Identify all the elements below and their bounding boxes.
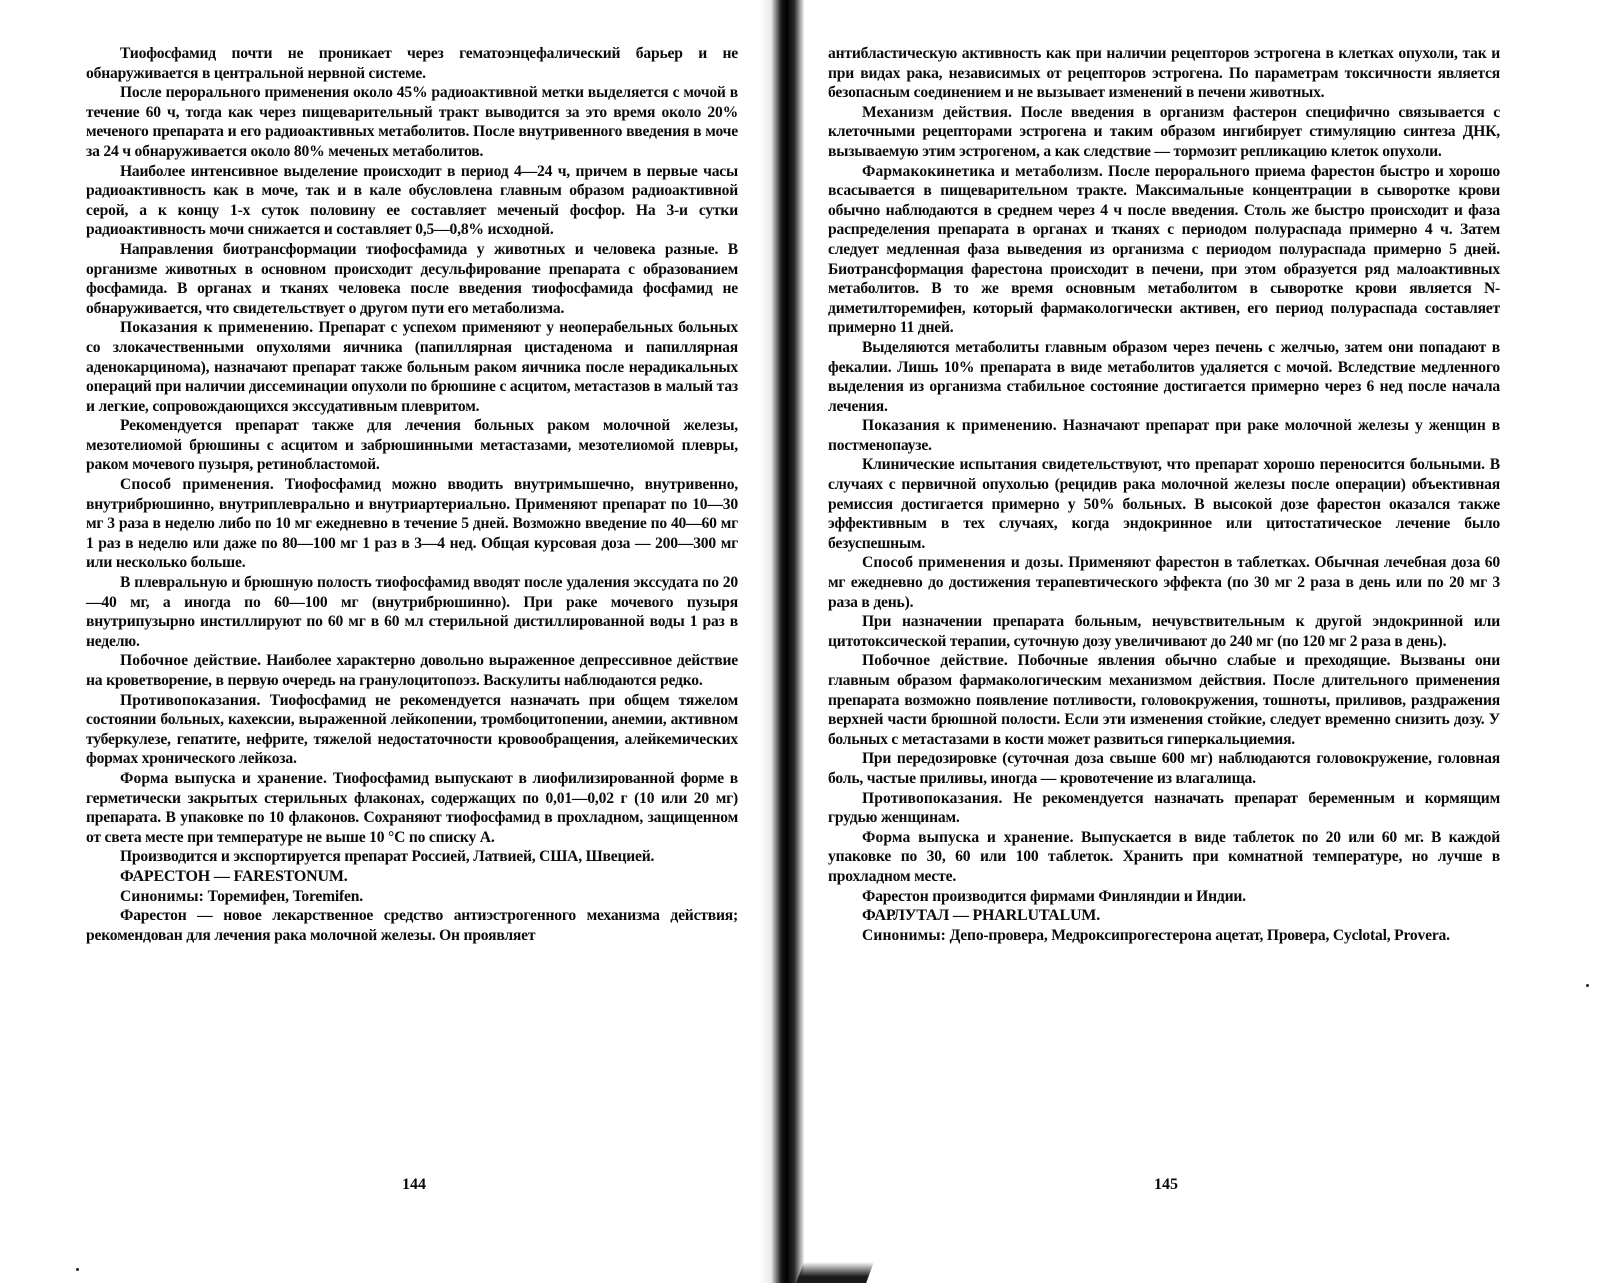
synonyms-text: Депо-провера, Медроксипрогестерона ацетат, Провера, Cyclotal, Provera. (945, 926, 1450, 944)
scan-speck (76, 1268, 79, 1271)
section-term: Побочное действие. (862, 652, 1008, 670)
paragraph-text: После перорального приема фарестон быстро и хорошо всасывается в пищеварительном тракте. Максимальные концентрации в сыворотке крови обычно наблюдаются в среднем через 4 ч после введения. Столь же быстро происходит и фаза распределения препарата в органах и тканях с периодом полураспада примерно 4 ч. Затем следует медленная фаза выведения из организма с периодом полураспада примерно 5 дней. Биотрансформация фарестона происходит в печени, при этом образуется ряд малоактивных метаболитов. В то же время основным метаболитом в сыворотке крови является N-диметилторемифен, который фармакологически активен, его период полураспада составляет примерно 11 дней. (828, 162, 1501, 337)
section-term: Форма выпуска и хранение. (862, 828, 1074, 846)
scan-speck (1586, 984, 1589, 987)
paragraph (828, 162, 1500, 338)
paragraph: Направления биотрансформации тиофосфамида у животных и человека разные. В организме животных в основном происходит десульфирование препарата с образованием фосфамида. В органах и тканях человека после введения тиофосфамида фосфамид не обнаруживается, что свидетельствует о другом пути его метаболизма. (86, 240, 738, 317)
drug-heading: ФАРЕСТОН — FARESTONUM. (120, 867, 348, 885)
synonyms-text: Торемифен, Toremifen. (203, 887, 363, 905)
synonyms-line (828, 926, 1500, 946)
paragraph (828, 553, 1500, 612)
paragraph: Наиболее интенсивное выделение происходит в период 4—24 ч, причем в первые часы радиоактивность как в моче, так и в кале обусловлена главным образом радиоактивной серой, а к концу 1-х суток половину ее составляет меченый фосфор. На 3-и сутки радиоактивность мочи снижается и составляет 0,5—0,8% исходной. (86, 162, 738, 239)
paragraph-text: После введения в организм фастерон специфично связывается с клеточными рецепторами эстрогена и таким образом ингибирует стимуляцию синтеза ДНК, вызываемую этим эстрогеном, а как следствие — тормозит репликацию клеток опухоли. (828, 103, 1500, 160)
paragraph (828, 416, 1500, 455)
drug-heading: ФАРЛУТАЛ — PHARLUTALUM. (862, 907, 1101, 925)
paragraph-text: Назначают препарат при раке молочной железы у женщин в постменопаузе. (828, 417, 1500, 454)
section-term: Механизм действия. (862, 103, 1012, 121)
paragraph (828, 103, 1500, 162)
paragraph: Производится и экспортируется препарат Россией, Латвией, США, Швецией. (120, 848, 655, 866)
paragraph-text: Наиболее характерно довольно выраженное депрессивное действие на кроветворение, в первую очередь на гранулоцитопоэз. Васкулиты наблюдаются редко. (86, 652, 738, 689)
section-term: Синонимы: (120, 887, 204, 905)
paragraph: После перорального применения около 45% радиоактивной метки выделяется с мочой в течение 60 ч, тогда как через пищеварительный тракт выводится за это время около 20% меченого препарата и его радиоактивных метаболитов. После внутривенного введения в моче за 24 ч обнаруживается около 80% меченых метаболитов. (86, 84, 738, 160)
section-term: Способ применения и дозы. (862, 554, 1064, 572)
section-term: Форма выпуска и хранение. (120, 769, 327, 787)
paragraph (828, 828, 1500, 887)
section-term: Показания к применению. (120, 319, 314, 337)
section-term: Противопоказания. (120, 691, 261, 709)
paragraph-text: Препарат с успехом применяют у неоперабельных больных со злокачественными опухолями яичника (папиллярная цистаденома и папиллярная аденокарцинома), назначают препарат также больным раком яичника после нерадикальных операций при наличии диссеминации опухоли по брюшине с асцитом, метастазов в малый таз и легкие, сопровождающихся экссудативным плевритом. (86, 319, 738, 415)
section-term: Фармакокинетика и метаболизм. (862, 162, 1103, 180)
paragraph: антибластическую активность как при наличии рецепторов эстрогена в клетках опухоли, так и при видах рака, независимых от рецепторов эстрогена. По параметрам токсичности является безопасным соединением и не вызывает изменений в печени животных. (828, 45, 1500, 102)
section-term: Побочное действие. (120, 652, 262, 670)
section-term: Синонимы: (862, 926, 946, 944)
paragraph: Выделяются метаболиты главным образом через печень с желчью, затем они попадают в фекалии. Лишь 10% препарата в виде метаболитов удаляется с мочой. Вследствие медленного выделения из организма стабильное состояние достигается примерно через 6 нед после начала лечения. (828, 338, 1500, 415)
paragraph: В плевральную и брюшную полость тиофосфамид вводят после удаления экссудата по 20—40 мг, а иногда по 60—100 мг (внутрибрюшинно). При раке мочевого пузыря внутрипузырно инстиллируют по 60 мг в 60 мл стерильной дистиллированной воды 1 раз в неделю. (86, 574, 738, 650)
paragraph (828, 651, 1500, 749)
paragraph-text: Побочные явления обычно слабые и преходящие. Вызваны они главным образом фармакологическим механизмом действия. После длительного применения препарата возможно появление потливости, головокружения, тошноты, приливов, раздражения верхней части брюшной полости. Если эти изменения стойкие, следует временно снизить дозу. У больных с метастазами в кости может развиться гиперкальциемия. (828, 652, 1500, 748)
page-right-text (828, 44, 1500, 945)
page-number: 144 (402, 1176, 426, 1193)
paragraph-text: Применяют фарестон в таблетках. Обычная лечебная доза 60 мг ежедневно до достижения терапевтического эффекта (по 30 мг 2 раза в день или по 20 мг 3 раза в день). (828, 554, 1501, 611)
paragraph: Рекомендуется препарат также для лечения больных раком молочной железы, мезотелиомой брюшины с асцитом и забрюшинными метастазами, мезотелиомой плевры, раком мочевого пузыря, ретинобластомой. (86, 417, 738, 474)
paragraph: Фарестон производится фирмами Финляндии и Индии. (862, 887, 1246, 905)
paragraph-text: Выпускается в виде таблеток по 20 или 60 мг. В каждой упаковке по 30, 60 или 100 таблеток. Хранить при комнатной температуре, но лучше в прохладном месте. (828, 828, 1500, 885)
paragraph: Фарестон — новое лекарственное средство антиэстрогенного механизма действия; рекомендован для лечения рака молочной железы. Он проявляет (86, 907, 738, 944)
section-term: Способ применения. (120, 476, 274, 494)
paragraph (828, 789, 1500, 828)
paragraph-text: Не рекомендуется назначать препарат беременным и кормящим грудью женщинам. (828, 789, 1500, 827)
paragraph: При назначении препарата больным, нечувствительным к другой эндокринной или цитотоксической терапии, суточную дозу увеличивают до 240 мг (по 120 мг 2 раза в день). (828, 613, 1500, 650)
paragraph-text: Тиофосфамид можно вводить внутримышечно, внутривенно, внутрибрюшинно, внутриплеврально и внутриартериально. Применяют препарат по 10—30 мг 3 раза в неделю либо по 10 мг ежедневно в течение 5 дней. Возможно введение по 40—60 мг 1 раз в неделю или даже по 80—100 мг 1 раз в 3—4 нед. Общая курсовая доза — 200—300 мг или несколько больше. (86, 476, 738, 572)
page-number: 145 (1154, 1176, 1178, 1193)
section-term: Противопоказания. (862, 789, 1003, 807)
paragraph: Клинические испытания свидетельствуют, что препарат хорошо переносится больными. В случаях с первичной опухолью (рецидив рака молочной железы после операции) объективная ремиссия достигается примерно у 50% больных. В высокой дозе фарестон оказался также эффективным в тех случаях, когда эндокринное или цитостатическое лечение было безуспешным. (828, 456, 1500, 552)
paragraph: При передозировке (суточная доза свыше 600 мг) наблюдаются головокружение, головная боль, частые приливы, иногда — кровотечение из влагалища. (828, 750, 1500, 787)
paragraph: Тиофосфамид почти не проникает через гематоэнцефалический барьер и не обнаруживается в центральной нервной системе. (86, 45, 738, 82)
section-term: Показания к применению. (862, 417, 1057, 435)
paragraph-text: Тиофосфамид не рекомендуется назначать при общем тяжелом состоянии больных, кахексии, выраженной лейкопении, тромбоцитопении, анемии, активном туберкулезе, гепатите, нефрите, тяжелой недостаточности кровообращения, алейкемических формах хронического лейкоза. (86, 691, 738, 768)
paragraph-text: Тиофосфамид выпускают в лиофилизированной форме в герметически закрытых стерильных флаконах, содержащих по 0,01—0,02 г (10 или 20 мг) препарата. В упаковке по 10 флаконов. Сохраняют тиофосфамид в прохладном, защищенном от света месте при температуре не выше 10 °С по списку А. (86, 769, 738, 846)
